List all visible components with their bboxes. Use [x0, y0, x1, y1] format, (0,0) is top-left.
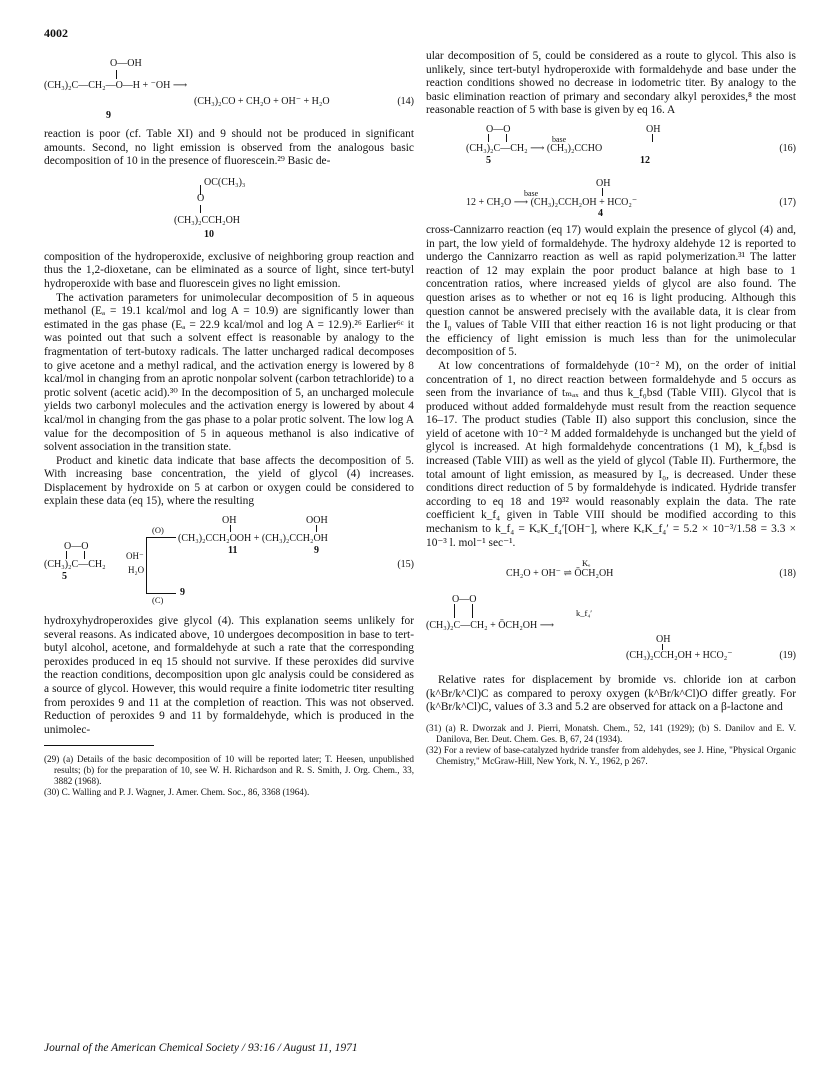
eq15-label-5: 5	[62, 571, 67, 583]
eq15-label-9: 9	[314, 545, 319, 557]
eq17-over-arrow: base	[524, 188, 539, 198]
structure-10	[44, 173, 414, 245]
footnote-32: (32) For a review of base-catalyzed hydride transfer from aldehydes, see J. Hine, "Physical Organic Chemistry," McGraw-Hill, New York, N. Y., 1962, p 267.	[426, 745, 796, 766]
eq17-number: (17)	[779, 196, 796, 208]
eq16-top-left: O—O	[486, 123, 511, 135]
eq14-line1: (CH₃)₂C—CH₂—O—H + ⁻OH ⟶	[44, 80, 188, 91]
footnote-31: (31) (a) R. Dworzak and J. Pierri, Monatsh. Chem., 52, 141 (1929); (b) S. Danilov and E. V. Danilova, Ber. Deut. Chem. Ges. B, 67, 24 (1934).	[426, 723, 796, 744]
eq16-over-arrow: base	[552, 134, 567, 144]
left-column	[44, 50, 414, 799]
eq19-body: (CH₃)₂C—CH₂ + ŌCH₂OH ⟶	[426, 620, 555, 632]
eq19-prod-top: OH	[656, 634, 671, 646]
eq19-top: O—O	[452, 594, 477, 606]
equation-14	[44, 54, 414, 120]
eq15-o-path: (O)	[152, 525, 164, 536]
eq15-reactant-top: O—O	[64, 541, 89, 553]
right-paragraph-3: At low concentrations of formaldehyde (10⁻² M), on the order of initial concentration of 1, no direct reaction between formaldehyde and 5 occurs as seen from the invariance of tₘₐₓ and thus k_f₀bsd (Table VIII). Glycol that is produced without added formaldehyde must result from the reaction sequence 16–17. The product studies (Table II) also support this conclusion, since the yield of acetone with 10⁻² M added formaldehyde is unchanged but the yield of glycol is increased. At high formaldehyde concentrations (1 M), k_f₀bsd is increased (Table VIII) as well as the yield of glycol (Table II). Furthermore, the total amount of light emission, as measured by I₀, is decreased. Under these conditions direct reduction of 5 by formaldehyde is indicated. Hydride transfer according to eq 18 and 19³² would reasonably explain the data. The rate coefficient k_f₄ given in Table VIII should be modified according to this mechanism to k_f₄ = KₑK_f₄′[OH⁻], where KₑK_f₄′ = 5.2 × 10⁻³/1.58 = 3.3 × 10⁻³ l. mol⁻¹ sec⁻¹.	[426, 359, 796, 549]
eq15-label-11: 11	[228, 545, 238, 557]
eq15-hydroxide: OH⁻	[126, 551, 144, 562]
eq18-body: CH₂O + OH⁻ ⇌ ŌCH₂OH	[506, 568, 614, 580]
eq14-number: (14)	[397, 96, 414, 107]
left-paragraph-3: The activation parameters for unimolecular decomposition of 5 in aqueous methanol (Eₐ = 19.1 kcal/mol and log A = 10.9) are significantly lower than estimated in the gas phase (Eₐ = 22.9 kcal/mol and log A = 12.9).²⁶ Earlier⁶ᶜ it was pointed out that such a solvent effect is reasonable by analogy to the fragmentation of tert-butoxy radicals. The latter uncharged radical decomposes to give acetone and a methyl radical, and the activation energy is lowered by 8 kcal/mol in changing from an aprotic nonpolar solvent (carbon tetrachloride) to a protic solvent (acetic acid).³⁰ In the decomposition of 5, an uncharged molecule yields two carbonyl molecules and the activation energy is lowered by about 4 kcal/mol in changing from the gas phase to a polar protic solvent. The low log A value for the decomposition of 5 in aqueous methanol is also indicative of solvent association in the transition state.	[44, 291, 414, 454]
eq14-label: 9	[106, 110, 111, 121]
eq14-top: O—OH	[110, 58, 142, 69]
eq14-line2: (CH₃)₂CO + CH₂O + OH⁻ + H₂O	[194, 96, 330, 107]
footnote-rule	[44, 745, 154, 746]
left-paragraph-5: hydroxyhydroperoxides give glycol (4). This explanation seems unlikely for several reasons. As indicated above, 10 undergoes decomposition in base to tert-butyl alcohol, acetone, and formaldehyde at such a rate that the corresponding peroxides produced in eq 15 should not survive. If these peroxides did survive the reaction conditions, decomposition upon glc analysis could be considered as a source of glycol. However, this would require a finite iodometric titer resulting from peroxides 9 and 11 at the completion of reaction. This was not observed. Reduction of peroxides 9 and 11 by formaldehyde, which is produced in the unimolec-	[44, 615, 414, 736]
struct10-label: 10	[204, 228, 214, 240]
eq15-ooh-top: OOH	[306, 515, 328, 527]
eq18-number: (18)	[779, 568, 796, 580]
eq15-products: (CH₃)₂CCH₂OOH + (CH₃)₂CCH₂OH	[178, 533, 328, 545]
equation-15	[44, 513, 414, 609]
page-number: 4002	[44, 26, 68, 40]
eq17-top: OH	[596, 177, 611, 189]
left-paragraph-4: Product and kinetic data indicate that base affects the decomposition of 5. With increasing base concentration, the yield of glycol (4) increases. Displacement by hydroxide on 5 at carbon or oxygen could be considered to explain these data (eq 15), where the resulting	[44, 454, 414, 508]
eq18-over-arrow: Kₑ	[582, 558, 591, 569]
equation-18	[426, 558, 796, 588]
eq15-oh-top: OH	[222, 515, 237, 527]
struct10-bottom: (CH₃)₂CCH₂OH	[174, 214, 241, 226]
eq17-body: 12 + CH₂O ⟶ (CH₃)₂CCH₂OH + HCO₂⁻	[466, 196, 638, 208]
eq16-body: (CH₃)₂C—CH₂ ⟶ (CH₃)₂CCHO	[466, 142, 603, 154]
right-footnotes	[426, 723, 796, 766]
eq16-label-12: 12	[640, 154, 650, 166]
left-paragraph-2: composition of the hydroperoxide, exclusive of neighboring group reaction and thus the 1,2-dioxetane, can be eliminated as a source of light, since tert-butyl hydroperoxide with base and fluorescein gives no light emission.	[44, 250, 414, 290]
equation-16	[426, 124, 796, 172]
footnote-29: (29) (a) Details of the basic decomposition of 10 will be reported later; T. Heesen, unpublished results; (b) for the preparation of 10, see W. H. Richardson and R. S. Smith, J. Org. Chem., 33, 3882 (1968).	[44, 754, 414, 786]
journal-footer: Journal of the American Chemical Society / 93:16 / August 11, 1971	[44, 1042, 358, 1054]
eq15-number: (15)	[397, 559, 414, 571]
eq16-number: (16)	[779, 142, 796, 154]
eq19-product: (CH₃)₂CCH₂OH + HCO₂⁻	[626, 650, 733, 662]
eq19-number: (19)	[779, 650, 796, 662]
eq15-product-c: 9	[180, 587, 185, 599]
eq15-reactant: (CH₃)₂C—CH₂	[44, 559, 106, 571]
eq17-label-4: 4	[598, 207, 603, 219]
right-column	[426, 50, 796, 767]
left-paragraph-1: reaction is poor (cf. Table XI) and 9 should not be produced in significant amounts. Second, no light emission is observed from the analogous basic decomposition of 10 in the presence of fluorescein.²⁹ Basic de-	[44, 128, 414, 168]
struct10-top: OC(CH₃)₃	[204, 176, 246, 188]
struct10-mid: O	[197, 192, 205, 204]
left-footnotes	[44, 754, 414, 797]
equation-19	[426, 594, 796, 664]
footnote-30: (30) C. Walling and P. J. Wagner, J. Amer. Chem. Soc., 86, 3368 (1964).	[44, 787, 310, 798]
eq16-label-5: 5	[486, 154, 491, 166]
eq15-c-path: (C)	[152, 595, 164, 606]
eq19-over-arrow: k_f₄′	[576, 608, 593, 619]
right-paragraph-2: cross-Cannizarro reaction (eq 17) would explain the presence of glycol (4) and, in part, the low yield of formaldehyde. The hydroxy aldehyde 12 is reported to undergo the Cannizarro reaction as well as rapid polymerization.³¹ The latter reaction of 12 may explain the poor product balance at high base to 1 concentration ratios, where increased yields of glycol are also found. The question arises as to whether or not eq 16 is light producing. Although this question cannot be answered precisely with the available data, it is clear from the I₀ values of Table VIII that either reaction 16 is not light producing or that the efficiency of light emission is much less than for the unimolecular decomposition of 5.	[426, 223, 796, 359]
equation-17	[426, 178, 796, 218]
eq15-water: H₂O	[128, 565, 145, 576]
right-paragraph-1: ular decomposition of 5, could be considered as a route to glycol. This also is unlikely, since tert-butyl hydroperoxide with formaldehyde and base under the reaction conditions showed no decrease in iodometric titer. By analogy to the basic elimination reaction of primary and secondary alkyl peroxides,⁸ the most reasonable reaction of 5 with base is given by eq 16. A	[426, 50, 796, 117]
eq16-top-right: OH	[646, 123, 661, 135]
right-paragraph-4: Relative rates for displacement by bromide vs. chloride ion at carbon (k^Br/k^Cl)C as compared to peroxy oxygen (k^Br/k^Cl)O differ greatly. For (k^Br/k^Cl)C, values of 3.3 and 5.2 are observed for attack on a β-lactone and	[426, 674, 796, 714]
